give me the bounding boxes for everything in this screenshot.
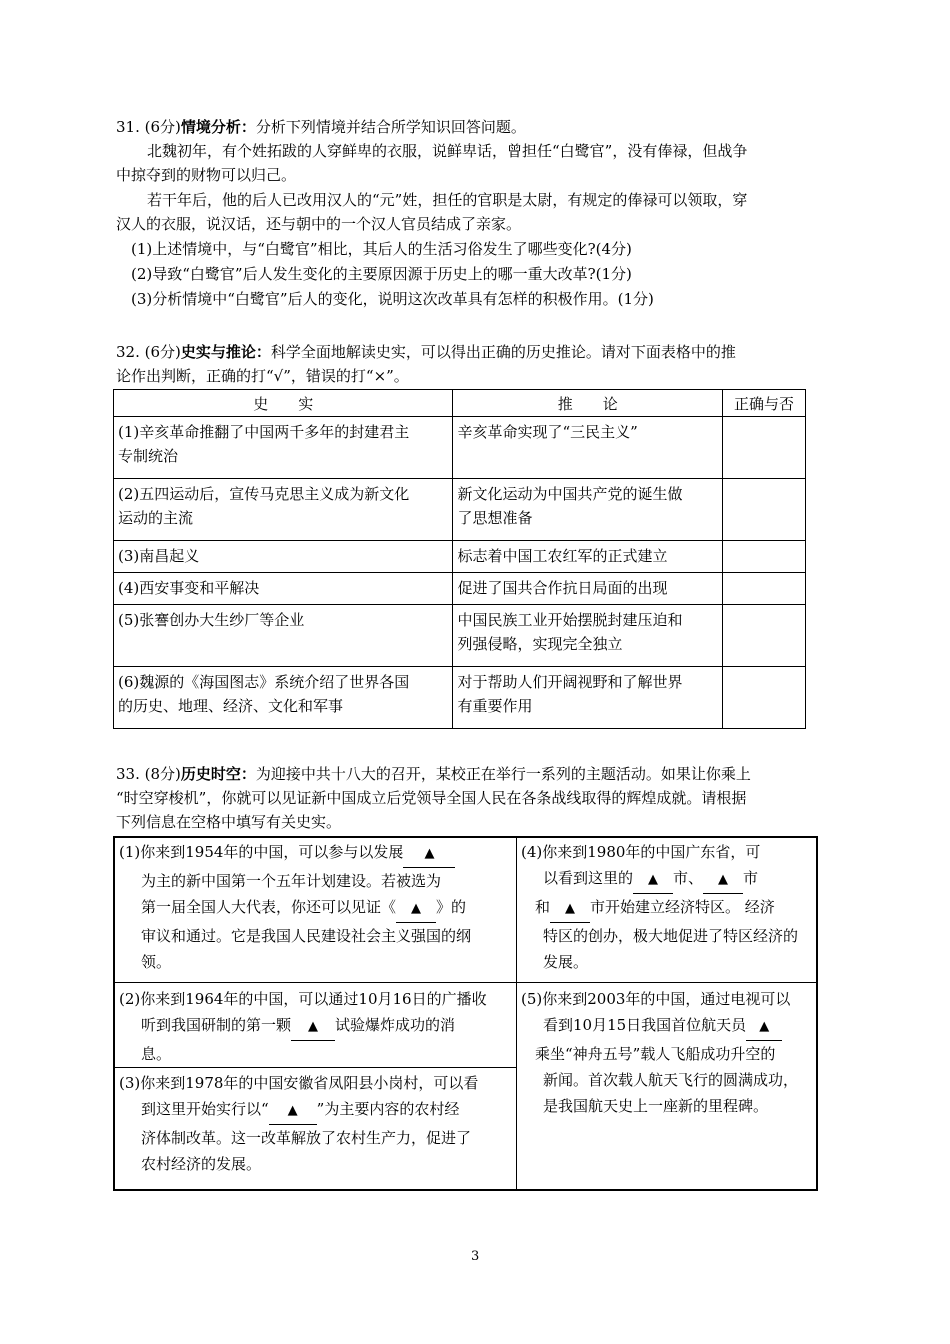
q33-number: 33. (8分)	[116, 765, 181, 783]
fact-line: 的历史、地理、经济、文化和军事	[118, 697, 344, 715]
cell1-text: 第一届全国人大代表，你还可以见证《	[141, 898, 397, 916]
triangle-marker: ▲	[308, 1019, 319, 1034]
q33-cell-5	[521, 986, 815, 1119]
cell5-line: (5)你来到2003年的中国，通过电视可以	[521, 990, 791, 1008]
cell3-text: 到这里开始实行以“	[141, 1100, 269, 1118]
table-header-row	[114, 390, 806, 417]
q31-intro: 分析下列情境并结合所学知识回答问题。	[255, 118, 526, 136]
cell4-line: (4)你来到1980年的中国广东省，可	[521, 843, 761, 861]
inference-line: 了思想准备	[457, 509, 533, 527]
inference-line: 促进了国共合作抗日局面的出现	[457, 579, 668, 597]
fact-line: (5)张謇创办大生纱厂等企业	[118, 611, 305, 629]
inference-line: 有重要作用	[457, 697, 533, 715]
cell1-text: 》的	[436, 898, 467, 916]
header-inference: 推 论	[453, 390, 723, 417]
fact-line: 运动的主流	[118, 509, 194, 527]
inference-cell	[453, 667, 723, 729]
cell1-line	[119, 839, 513, 868]
q31-sub2: (2)导致“白鹭官”后人发生变化的主要原因源于历史上的哪一重大改革?(1分)	[131, 265, 632, 283]
cell5-line	[521, 1012, 815, 1041]
cell2-line: (2)你来到1964年的中国，可以通过10月16日的广播收	[119, 990, 487, 1008]
fact-cell	[114, 541, 453, 573]
judgement-answer-cell[interactable]	[723, 573, 806, 605]
inference-cell	[453, 573, 723, 605]
q32-intro-line1: 科学全面地解读史实，可以得出正确的历史推论。请对下面表格中的推	[270, 343, 736, 361]
header-judgement: 正确与否	[723, 390, 806, 417]
fact-cell	[114, 667, 453, 729]
inference-line: 新文化运动为中国共产党的诞生做	[457, 485, 683, 503]
q33-grid	[113, 836, 818, 1191]
cell2-text: 听到我国研制的第一颗	[141, 1016, 292, 1034]
q32-heading	[116, 340, 736, 364]
cell1-line: 领。	[141, 953, 172, 971]
answer-blank[interactable]	[403, 839, 455, 868]
triangle-marker: ▲	[565, 901, 576, 916]
fact-cell	[114, 605, 453, 667]
answer-blank[interactable]	[746, 1012, 782, 1041]
cell5-line: 新闻。首次载人航天飞行的圆满成功，	[543, 1071, 799, 1089]
grid-divider	[115, 982, 516, 983]
judgement-answer-cell[interactable]	[723, 417, 806, 479]
q31-number: 31. (6分)	[116, 118, 181, 136]
q33-cell-3	[119, 1070, 513, 1177]
fact-line: (1)辛亥革命推翻了中国两千多年的封建君主	[118, 423, 410, 441]
answer-blank[interactable]	[396, 894, 436, 923]
q31-para2-line1: 若干年后，他的后人已改用汉人的“元”姓，担任的官职是太尉，有规定的俸禄可以领取，穿	[147, 191, 748, 209]
triangle-marker: ▲	[287, 1103, 298, 1118]
cell3-line	[119, 1096, 513, 1125]
fact-line: (2)五四运动后，宣传马克思主义成为新文化	[118, 485, 410, 503]
cell4-text: 以看到这里的	[543, 869, 634, 887]
cell4-line	[521, 894, 815, 923]
cell2-line: 息。	[141, 1045, 172, 1063]
cell4-text: 市	[743, 869, 759, 887]
judgement-answer-cell[interactable]	[723, 541, 806, 573]
q32-number: 32. (6分)	[116, 343, 181, 361]
fact-line: (3)南昌起义	[118, 547, 200, 565]
q31-heading	[116, 115, 526, 139]
q32-table	[113, 389, 806, 729]
cell4-line	[521, 865, 815, 894]
q31-title: 情境分析：	[180, 118, 256, 136]
fact-line: 专制统治	[118, 447, 179, 465]
table-row	[114, 605, 806, 667]
inference-line: 对于帮助人们开阔视野和了解世界	[457, 673, 683, 691]
q33-intro-line3: 下列信息在空格中填写有关史实。	[116, 813, 342, 831]
cell4-text: 市、	[673, 869, 704, 887]
answer-blank[interactable]	[269, 1096, 317, 1125]
q31-para1-line2: 中掠夺到的财物可以归己。	[116, 166, 297, 184]
cell4-text: 市开始建立经济特区。 经济	[590, 898, 775, 916]
q33-cell-1	[119, 839, 513, 975]
triangle-marker: ▲	[411, 901, 422, 916]
triangle-marker: ▲	[718, 872, 729, 887]
cell4-text: 和	[535, 898, 551, 916]
cell2-line	[119, 1012, 513, 1041]
answer-blank[interactable]	[633, 865, 673, 894]
page-number: 3	[471, 1249, 480, 1264]
table-row	[114, 479, 806, 541]
table-row	[114, 541, 806, 573]
answer-blank[interactable]	[291, 1012, 335, 1041]
q33-heading	[116, 762, 751, 786]
grid-divider	[516, 982, 816, 983]
cell3-line: 农村经济的发展。	[141, 1155, 262, 1173]
inference-cell	[453, 541, 723, 573]
inference-line: 标志着中国工农红军的正式建立	[457, 547, 668, 565]
grid-divider	[115, 1067, 516, 1068]
cell1-text: (1)你来到1954年的中国，可以参与以发展	[119, 843, 404, 861]
triangle-marker: ▲	[648, 872, 659, 887]
cell5-line: 乘坐“神舟五号”载人飞船成功升空的	[535, 1045, 776, 1063]
cell1-line: 为主的新中国第一个五年计划建设。若被选为	[141, 872, 442, 890]
inference-cell	[453, 479, 723, 541]
cell5-text: 看到10月15日我国首位航天员	[543, 1016, 747, 1034]
fact-cell	[114, 479, 453, 541]
cell3-text: ”为主要内容的农村经	[316, 1100, 460, 1118]
inference-cell	[453, 605, 723, 667]
judgement-answer-cell[interactable]	[723, 667, 806, 729]
q33-cell-2	[119, 986, 513, 1067]
grid-vertical-divider	[516, 838, 517, 1191]
inference-line: 辛亥革命实现了“三民主义”	[457, 423, 638, 441]
fact-line: (6)魏源的《海国图志》系统介绍了世界各国	[118, 673, 410, 691]
cell1-line: 审议和通过。它是我国人民建设社会主义强国的纲	[141, 927, 472, 945]
table-row	[114, 417, 806, 479]
q33-intro-line1: 为迎接中共十八大的召开，某校正在举行一系列的主题活动。如果让你乘上	[255, 765, 751, 783]
inference-cell	[453, 417, 723, 479]
table-row	[114, 573, 806, 605]
q33-intro-line2: “时空穿梭机”，你就可以见证新中国成立后党领导全国人民在各条战线取得的辉煌成就。请根据	[116, 789, 747, 807]
q31-para1-line1: 北魏初年，有个姓拓跋的人穿鲜卑的衣服，说鲜卑话，曾担任“白鹭官”，没有俸禄，但战争	[147, 142, 748, 160]
triangle-marker: ▲	[759, 1019, 770, 1034]
judgement-answer-cell[interactable]	[723, 605, 806, 667]
q33-cell-4	[521, 839, 815, 975]
answer-blank[interactable]	[703, 865, 743, 894]
q32-intro-line2: 论作出判断，正确的打“√”，错误的打“×”。	[116, 367, 409, 385]
fact-line: (4)西安事变和平解决	[118, 579, 260, 597]
cell1-line	[119, 894, 513, 923]
q31-sub1: (1)上述情境中，与“白鹭官”相比，其后人的生活习俗发生了哪些变化?(4分)	[131, 240, 632, 258]
q31-sub3: (3)分析情境中“白鹭官”后人的变化，说明这次改革具有怎样的积极作用。(1分)	[131, 290, 654, 308]
cell2-text: 试验爆炸成功的消	[335, 1016, 456, 1034]
cell3-line: 济体制改革。这一改革解放了农村生产力，促进了	[141, 1129, 472, 1147]
q31-para2-line2: 汉人的衣服，说汉话，还与朝中的一个汉人官员结成了亲家。	[116, 215, 522, 233]
cell4-line: 特区的创办，极大地促进了特区经济的	[543, 927, 799, 945]
triangle-marker: ▲	[424, 846, 435, 861]
cell3-line: (3)你来到1978年的中国安徽省凤阳县小岗村，可以看	[119, 1074, 479, 1092]
fact-cell	[114, 417, 453, 479]
fact-cell	[114, 573, 453, 605]
q32-title: 史实与推论：	[180, 343, 271, 361]
table-row	[114, 667, 806, 729]
header-fact: 史 实	[114, 390, 453, 417]
inference-line: 中国民族工业开始摆脱封建压迫和	[457, 611, 683, 629]
cell5-line: 是我国航天史上一座新的里程碑。	[543, 1097, 769, 1115]
cell4-line: 发展。	[543, 953, 589, 971]
judgement-answer-cell[interactable]	[723, 479, 806, 541]
answer-blank[interactable]	[550, 894, 590, 923]
inference-line: 列强侵略，实现完全独立	[457, 635, 623, 653]
q33-title: 历史时空：	[180, 765, 256, 783]
